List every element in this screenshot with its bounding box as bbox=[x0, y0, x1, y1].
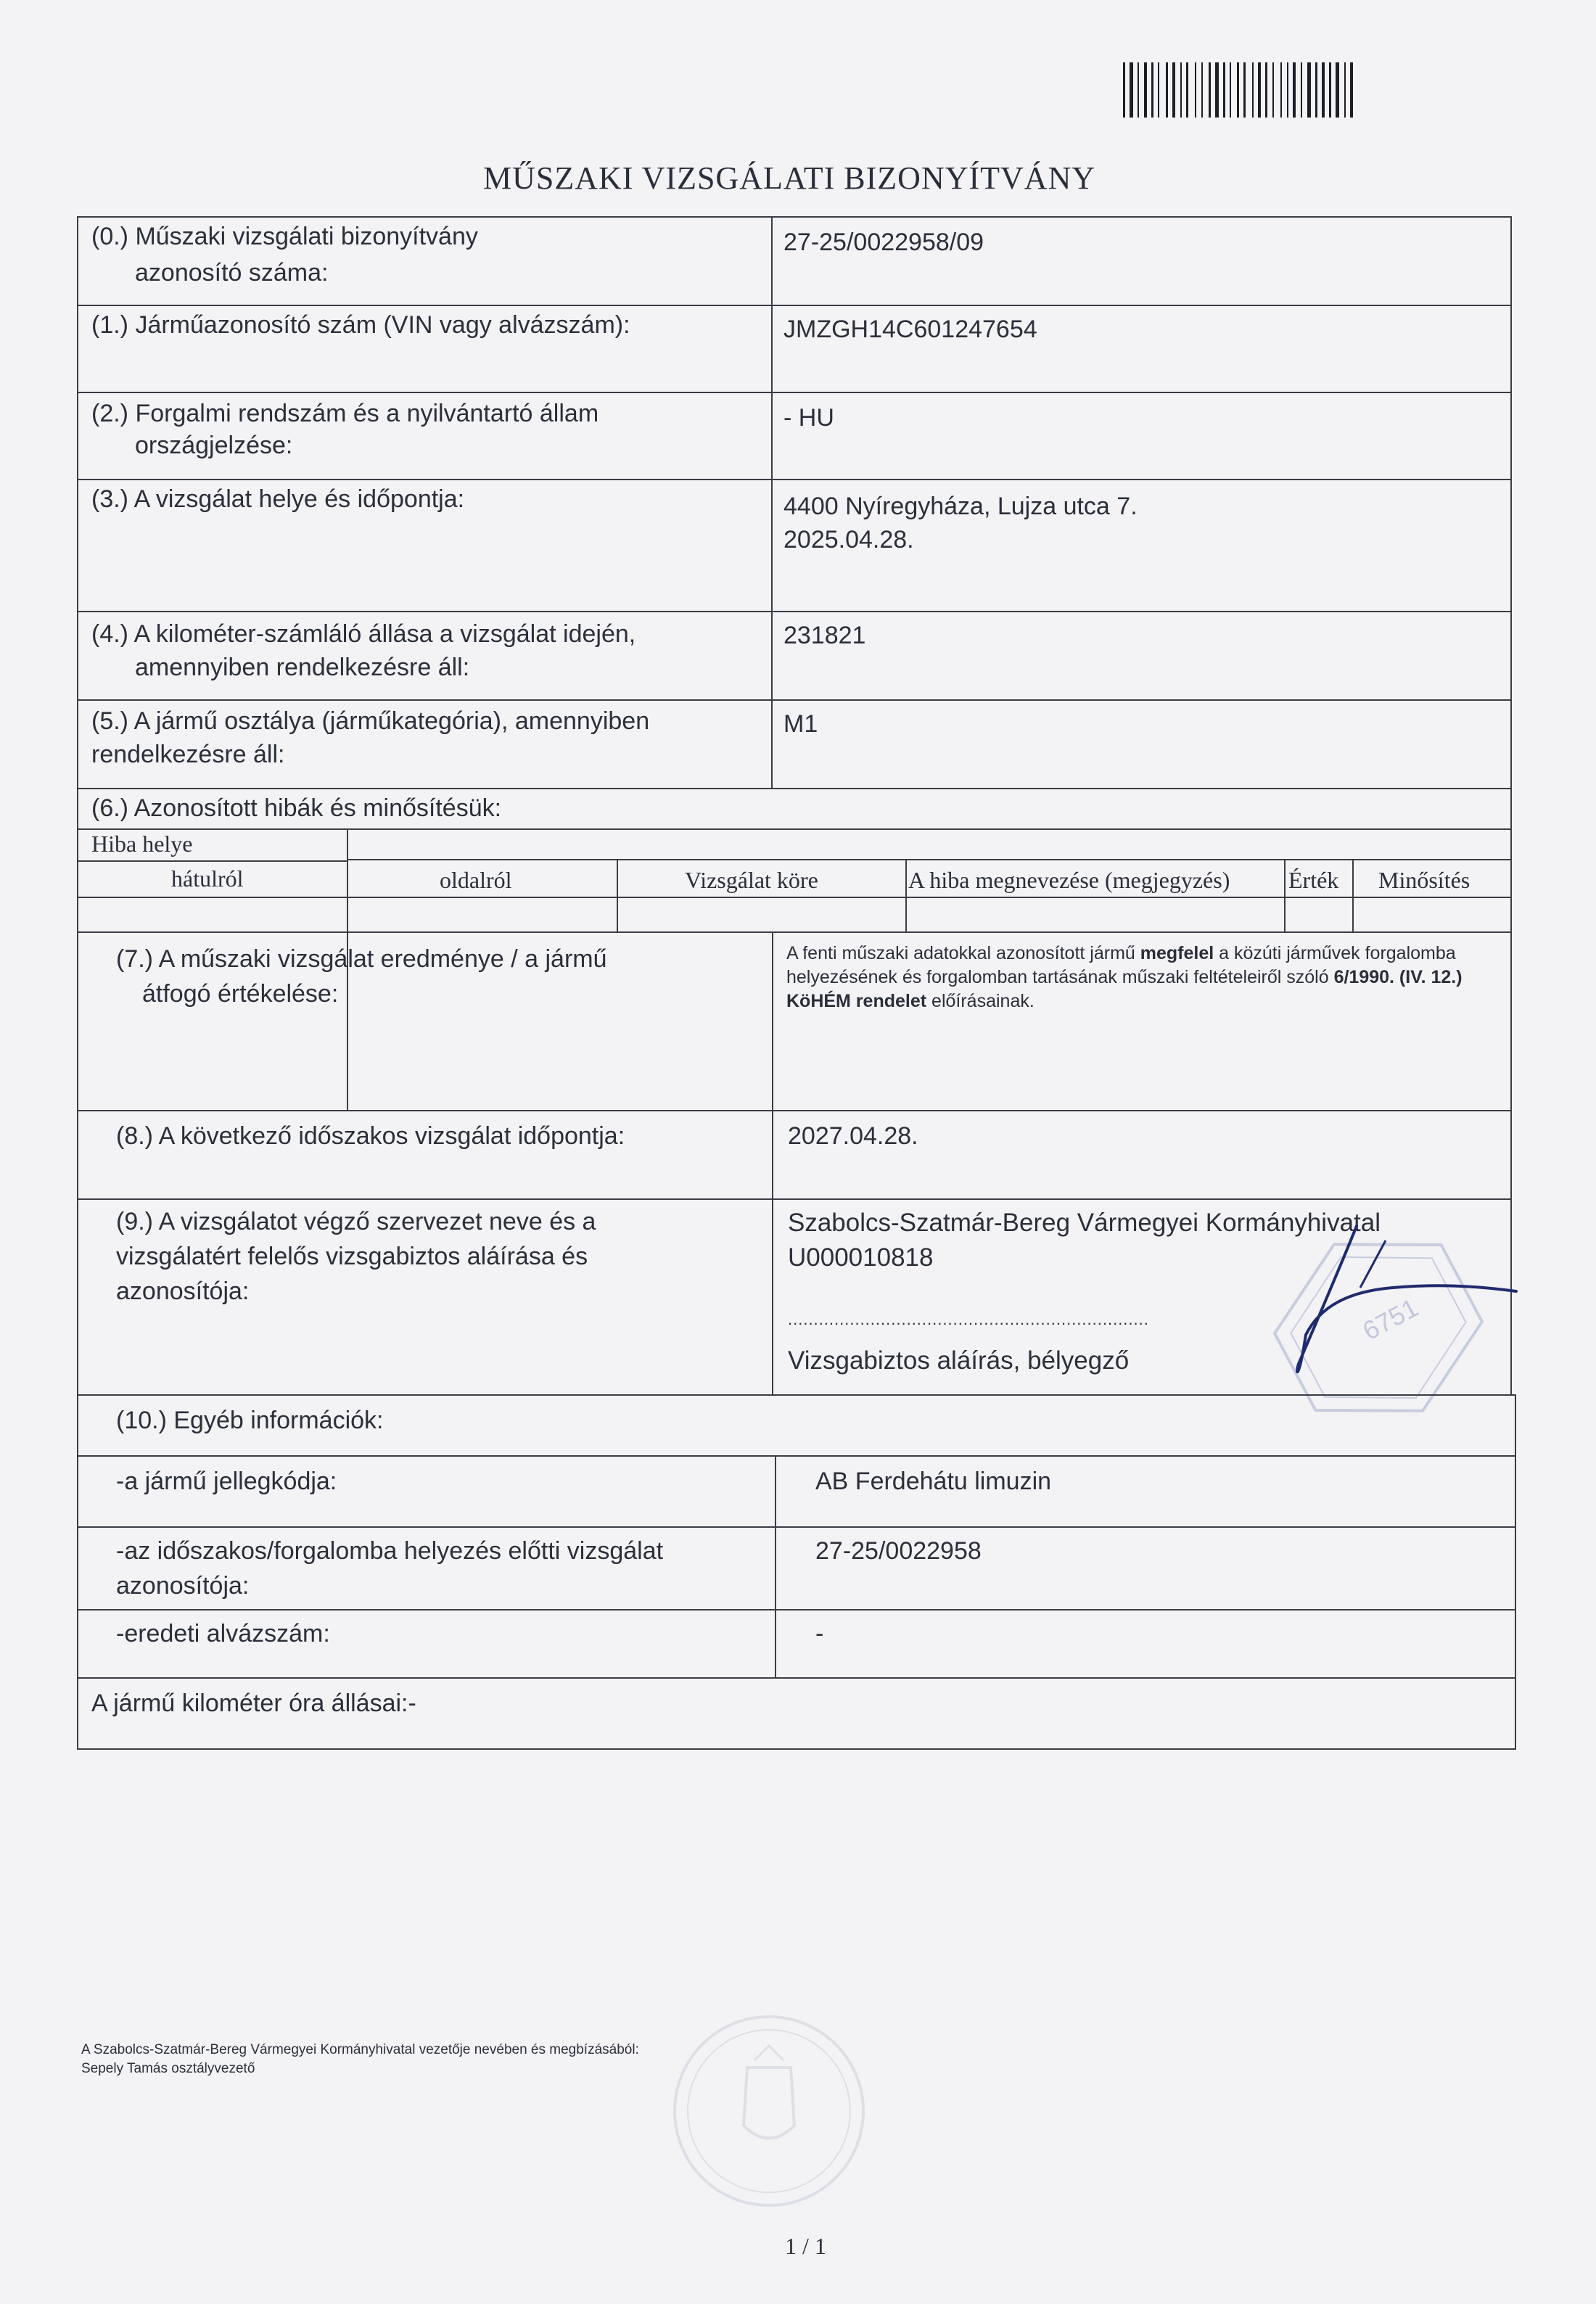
previous-inspection-value: 27-25/0022958 bbox=[815, 1537, 982, 1565]
page-number: 1 / 1 bbox=[785, 2233, 826, 2259]
row7-label-cont: átfogó értékelése: bbox=[142, 980, 339, 1008]
page-title: MŰSZAKI VIZSGÁLATI BIZONYÍTVÁNY bbox=[483, 160, 1096, 196]
certificate-number: 27-25/0022958/09 bbox=[783, 229, 984, 256]
column-hiba-megnevezese: A hiba megnevezése (megjegyzés) bbox=[908, 867, 1230, 893]
column-minosites: Minősítés bbox=[1378, 867, 1470, 893]
row7-label: (7.) A műszaki vizsgálat eredménye / a jármű bbox=[116, 945, 607, 973]
odometer-value: 231821 bbox=[783, 622, 866, 649]
row6-label: (6.) Azonosított hibák és minősítésük: bbox=[91, 794, 502, 822]
column-vizsgalat-kore: Vizsgálat köre bbox=[685, 867, 818, 893]
row1-label: (1.) Járműazonosító szám (VIN vagy alvázszám): bbox=[91, 311, 630, 339]
row2-label: (2.) Forgalmi rendszám és a nyilvántartó állam bbox=[91, 400, 599, 427]
result-text: A fenti műszaki adatokkal azonosított jármű megfelel a közúti járművek forgalomba helyezésének és forgalomban tartásának műszaki feltételeiről szóló 6/1990. (IV. 12.) KöHÉM rendelet előírásainak. bbox=[786, 943, 1463, 1011]
row4-label: (4.) A kilométer-számláló állása a vizsgálat idején, bbox=[91, 620, 636, 648]
previous-inspection-label-cont: azonosítója: bbox=[116, 1572, 250, 1600]
inspector-signature bbox=[1277, 1219, 1523, 1393]
inspection-place: 4400 Nyíregyháza, Lujza utca 7. bbox=[783, 493, 1138, 520]
row9-label-cont: vizsgálatért felelős vizsgabiztos aláírása és bbox=[116, 1243, 588, 1270]
row0-label: (0.) Műszaki vizsgálati bizonyítvány bbox=[91, 223, 478, 250]
row8-label: (8.) A következő időszakos vizsgálat időpontja: bbox=[116, 1122, 625, 1150]
previous-inspection-label: -az időszakos/forgalomba helyezés előtti vizsgálat bbox=[116, 1537, 664, 1565]
vehicle-type-value: AB Ferdehátu limuzin bbox=[815, 1468, 1052, 1495]
organization-id: U000010818 bbox=[788, 1243, 934, 1272]
category-value: M1 bbox=[783, 710, 818, 738]
row5-label-cont: rendelkezésre áll: bbox=[91, 741, 285, 768]
row4-label-cont: amennyiben rendelkezésre áll: bbox=[135, 654, 470, 681]
original-chassis-value: - bbox=[815, 1620, 824, 1647]
footer-signatory: Sepely Tamás osztályvezető bbox=[81, 2061, 255, 2076]
inspection-date: 2025.04.28. bbox=[783, 526, 914, 554]
footer-authority: A Szabolcs-Szatmár-Bereg Vármegyei Kormányhivatal vezetője nevében és megbízásából: bbox=[81, 2042, 639, 2057]
row9-label-cont2: azonosítója: bbox=[116, 1278, 250, 1305]
plate-value: - HU bbox=[783, 404, 834, 432]
column-hatulrol: hátulról bbox=[171, 865, 244, 892]
row9-label: (9.) A vizsgálatot végző szervezet neve és a bbox=[116, 1208, 596, 1235]
defect-location-header: Hiba helye bbox=[91, 831, 193, 857]
next-inspection-date: 2027.04.28. bbox=[788, 1122, 918, 1150]
original-chassis-label: -eredeti alvázszám: bbox=[116, 1620, 330, 1647]
svg-text:6751: 6751 bbox=[1357, 1292, 1423, 1346]
column-ertek: Érték bbox=[1288, 867, 1339, 893]
official-round-seal bbox=[660, 2002, 878, 2220]
row5-label: (5.) A jármű osztálya (járműkategória), amennyiben bbox=[91, 707, 650, 735]
barcode bbox=[1123, 62, 1494, 118]
organization-name: Szabolcs-Szatmár-Bereg Vármegyei Kormányhivatal bbox=[788, 1209, 1381, 1237]
odometer-history: A jármű kilométer óra állásai:- bbox=[91, 1690, 416, 1717]
signature-caption: Vizsgabiztos aláírás, bélyegző bbox=[788, 1346, 1130, 1375]
vin-value: JMZGH14C601247654 bbox=[783, 316, 1037, 343]
row2-label-cont: országjelzése: bbox=[135, 432, 293, 459]
row0-label-cont: azonosító száma: bbox=[135, 259, 329, 287]
vehicle-type-label: -a jármű jellegkódja: bbox=[116, 1468, 337, 1495]
signature-dots: ...................................................................... bbox=[788, 1310, 1149, 1328]
row10-label: (10.) Egyéb információk: bbox=[116, 1407, 384, 1434]
row3-label: (3.) A vizsgálat helye és időpontja: bbox=[91, 485, 465, 513]
column-oldalrol: oldalról bbox=[440, 867, 512, 893]
